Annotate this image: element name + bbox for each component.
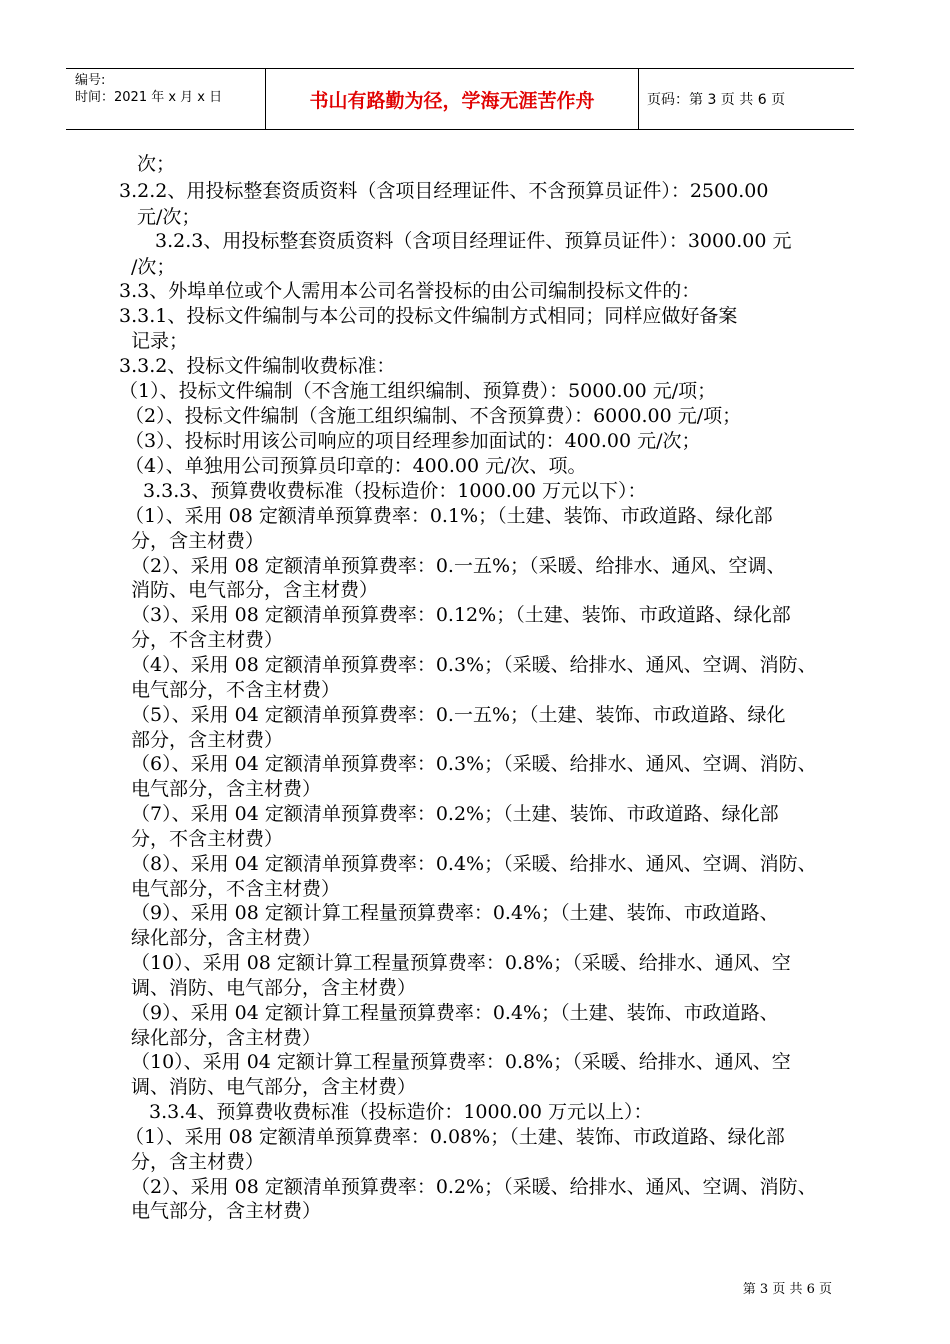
text-line: （9）、采用 04 定额计算工程量预算费率：0.4%；（土建、装饰、市政道路、 bbox=[131, 1002, 779, 1024]
header-motto: 书山有路勤为径，学海无涯苦作舟 bbox=[266, 69, 639, 129]
text-line: 调、消防、电气部分，含主材费） bbox=[131, 977, 417, 999]
text-line: 电气部分，含主材费） bbox=[131, 778, 322, 800]
document-time-label: 时间：2021 年 x 月 x 日 bbox=[75, 90, 223, 105]
text-line: 次； bbox=[137, 153, 176, 175]
text-line: 3.3.2、投标文件编制收费标准： bbox=[119, 355, 396, 377]
text-line: 3.2.2、用投标整套资质资料（含项目经理证件、不含预算员证件）：2500.00 bbox=[119, 180, 769, 202]
text-line: 电气部分，含主材费） bbox=[131, 1200, 322, 1222]
text-line: （7）、采用 04 定额清单预算费率：0.2%；（土建、装饰、市政道路、绿化部 bbox=[131, 803, 779, 825]
text-line: （3）、投标时用该公司响应的项目经理参加面试的：400.00 元/次； bbox=[125, 430, 701, 452]
text-line: 电气部分，不含主材费） bbox=[131, 878, 341, 900]
text-line: （1）、投标文件编制（不含施工组织编制、预算费）：5000.00 元/项； bbox=[119, 380, 717, 402]
text-line: （3）、采用 08 定额清单预算费率：0.12%；（土建、装饰、市政道路、绿化部 bbox=[131, 604, 791, 626]
text-line: 分，含主材费） bbox=[131, 1151, 265, 1173]
text-line: /次； bbox=[131, 256, 176, 278]
document-number-label: 编号: bbox=[75, 73, 106, 88]
text-line: 3.3、外埠单位或个人需用本公司名誉投标的由公司编制投标文件的： bbox=[119, 280, 701, 302]
page-header bbox=[66, 68, 854, 130]
text-line: （4）、采用 08 定额清单预算费率：0.3%；（采暖、给排水、通风、空调、消防、 bbox=[131, 654, 817, 676]
header-page-info: 页码：第 3 页 共 6 页 bbox=[647, 92, 786, 108]
text-line: （10）、采用 08 定额计算工程量预算费率：0.8%；（采暖、给排水、通风、空 bbox=[131, 952, 791, 974]
text-line: （1）、采用 08 定额清单预算费率：0.1%；（土建、装饰、市政道路、绿化部 bbox=[125, 505, 773, 527]
text-line: （9）、采用 08 定额计算工程量预算费率：0.4%；（土建、装饰、市政道路、 bbox=[131, 902, 779, 924]
text-line: 绿化部分，含主材费） bbox=[131, 1027, 322, 1049]
text-line: （2）、采用 08 定额清单预算费率：0.一五%；（采暖、给排水、通风、空调、 bbox=[131, 555, 786, 577]
text-line: （4）、单独用公司预算员印章的：400.00 元/次、项。 bbox=[125, 455, 587, 477]
text-line: 调、消防、电气部分，含主材费） bbox=[131, 1076, 417, 1098]
text-line: 3.3.1、投标文件编制与本公司的投标文件编制方式相同；同样应做好备案 bbox=[119, 305, 738, 327]
text-line: 分，不含主材费） bbox=[131, 828, 284, 850]
text-line: 3.3.3、预算费收费标准（投标造价：1000.00 万元以下）： bbox=[143, 480, 647, 502]
text-line: （8）、采用 04 定额清单预算费率：0.4%；（采暖、给排水、通风、空调、消防、 bbox=[131, 853, 817, 875]
text-line: 分，不含主材费） bbox=[131, 629, 284, 651]
text-line: （6）、采用 04 定额清单预算费率：0.3%；（采暖、给排水、通风、空调、消防、 bbox=[131, 753, 817, 775]
text-line: （1）、采用 08 定额清单预算费率：0.08%；（土建、装饰、市政道路、绿化部 bbox=[125, 1126, 785, 1148]
text-line: 部分，含主材费） bbox=[131, 729, 284, 751]
text-line: 记录； bbox=[131, 330, 189, 352]
text-line: 电气部分，不含主材费） bbox=[131, 679, 341, 701]
text-line: 3.2.3、用投标整套资质资料（含项目经理证件、预算员证件）：3000.00 元 bbox=[155, 230, 792, 252]
text-line: 分，含主材费） bbox=[131, 530, 265, 552]
text-line: 元/次； bbox=[137, 206, 201, 228]
text-line: （10）、采用 04 定额计算工程量预算费率：0.8%；（采暖、给排水、通风、空 bbox=[131, 1051, 791, 1073]
text-line: 消防、电气部分，含主材费） bbox=[131, 579, 379, 601]
text-line: （2）、采用 08 定额清单预算费率：0.2%；（采暖、给排水、通风、空调、消防、 bbox=[131, 1176, 817, 1198]
text-line: 3.3.4、预算费收费标准（投标造价：1000.00 万元以上）： bbox=[149, 1101, 653, 1123]
page-footer: 第 3 页 共 6 页 bbox=[742, 1282, 832, 1297]
text-line: （5）、采用 04 定额清单预算费率：0.一五%；（土建、装饰、市政道路、绿化 bbox=[131, 704, 786, 726]
header-meta bbox=[66, 69, 266, 129]
text-line: （2）、投标文件编制（含施工组织编制、不含预算费）：6000.00 元/项； bbox=[125, 405, 742, 427]
text-line: 绿化部分，含主材费） bbox=[131, 927, 322, 949]
